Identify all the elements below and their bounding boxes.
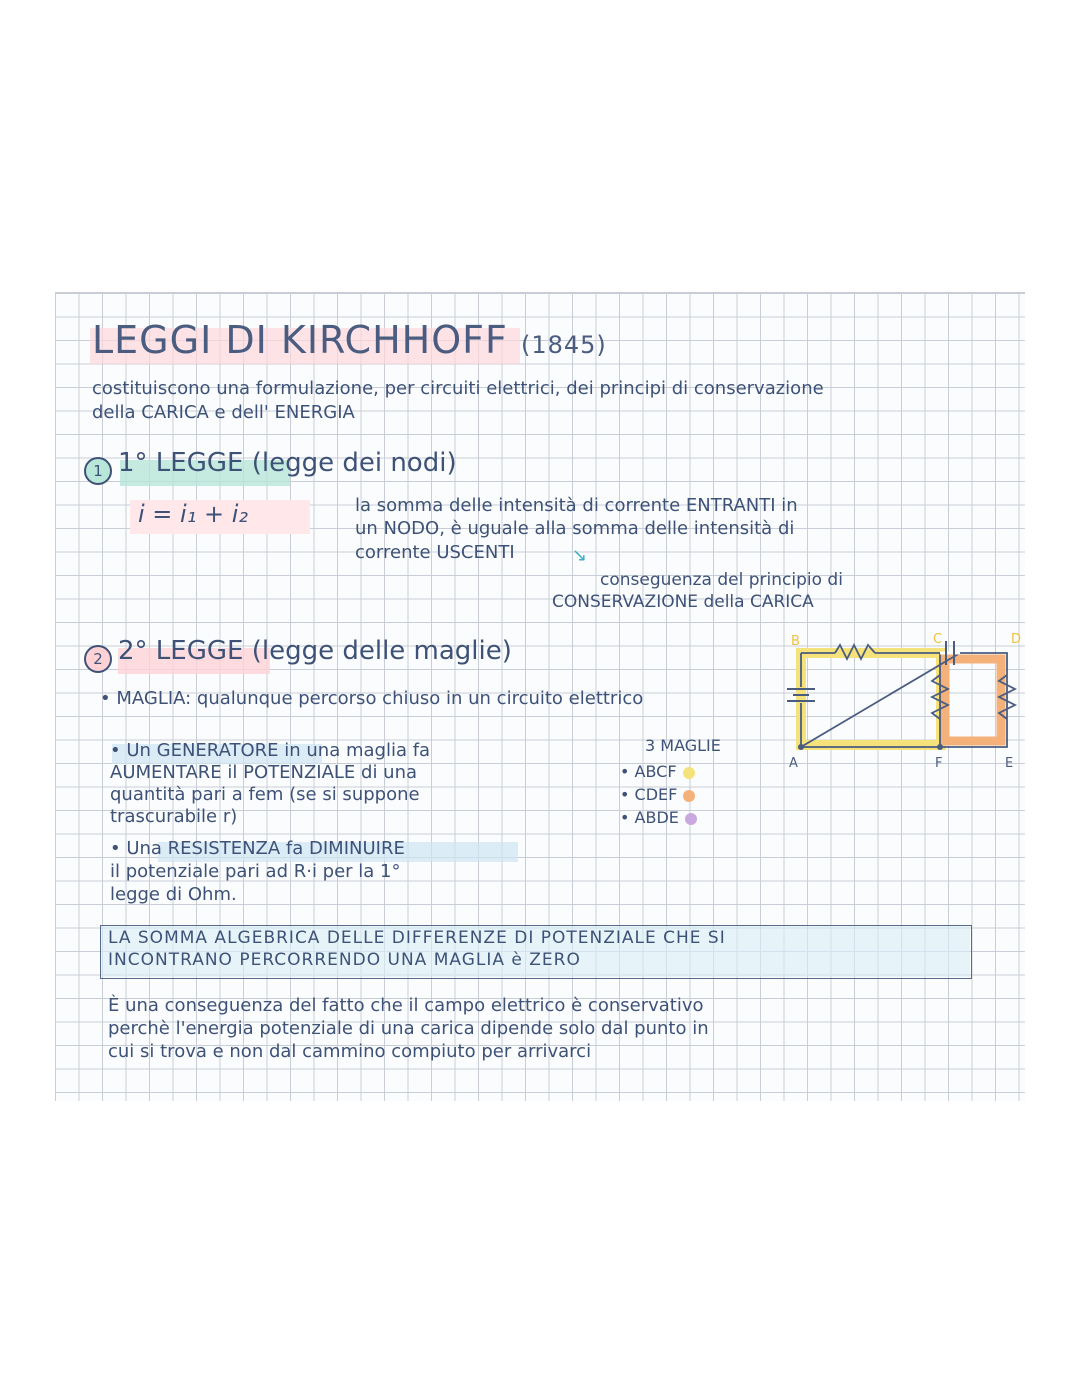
node-label: B <box>791 634 800 649</box>
explanation-line-3: cui si trova e non dal cammino compiuto per arrivarci <box>108 1041 592 1062</box>
mesh-item <box>620 808 697 827</box>
page-title <box>92 318 607 362</box>
statement-line-1: LA SOMMA ALGEBRICA DELLE DIFFERENZE DI POTENZIALE CHE SI <box>108 928 726 948</box>
mesh-item <box>620 785 695 804</box>
node-label: E <box>1005 756 1014 771</box>
law1-heading: 1° LEGGE (legge dei nodi) <box>118 448 457 478</box>
explanation-line-2: perchè l'energia potenziale di una carica dipende solo dal punto in <box>108 1018 709 1039</box>
intro-line-2: della CARICA e dell' ENERGIA <box>92 402 355 423</box>
generator-line-2: AUMENTARE il POTENZIALE di una <box>110 762 418 783</box>
node-label: D <box>1011 632 1022 647</box>
statement-line-2: INCONTRANO PERCORRENDO UNA MAGLIA è ZERO <box>108 950 581 970</box>
title-text: LEGGI DI KIRCHHOFF <box>92 318 508 362</box>
maglia-definition: • MAGLIA: qualunque percorso chiuso in un circuito elettrico <box>100 688 644 709</box>
law1-rule-line-2: un NODO, è uguale alla somma delle intensità di <box>355 518 795 539</box>
generator-line-3: quantità pari a fem (se si suppone <box>110 784 420 805</box>
law1-consequence-line-1: conseguenza del principio di <box>600 570 843 590</box>
law1-rule-line-1: la somma delle intensità di corrente ENTRANTI in <box>355 495 798 516</box>
generator-line-1: • Un GENERATORE in una maglia fa <box>110 740 431 761</box>
mesh-cdef-highlight <box>945 659 1001 741</box>
explanation-line-1: È una conseguenza del fatto che il campo elettrico è conservativo <box>108 995 704 1016</box>
mesh-label: • CDEF <box>620 785 678 804</box>
law1-formula: i = i₁ + i₂ <box>138 500 248 528</box>
generator-line-4: trascurabile r) <box>110 806 238 827</box>
mesh-color-dot <box>683 767 695 779</box>
law2-number-badge: 2 <box>84 645 112 673</box>
node-label: F <box>935 756 943 771</box>
resistor-line-1: • Una RESISTENZA fa DIMINUIRE <box>110 838 405 859</box>
mesh-label: • ABDE <box>620 808 679 827</box>
law1-rule-line-3: corrente USCENTI <box>355 542 515 563</box>
node-f <box>937 744 943 750</box>
node-label: C <box>933 632 943 647</box>
mesh-color-dot <box>683 790 695 802</box>
meshes-heading: 3 MAGLIE <box>645 736 721 755</box>
intro-line-1: costituiscono una formulazione, per circuiti elettrici, dei principi di conservazione <box>92 378 824 399</box>
title-year: (1845) <box>520 331 607 359</box>
node-label: A <box>789 756 798 771</box>
mesh-label: • ABCF <box>620 762 677 781</box>
mesh-abcf-highlight <box>801 653 941 745</box>
mesh-item <box>620 762 695 781</box>
circuit-diagram <box>785 625 1025 775</box>
arrow-icon: ↘ <box>572 545 588 566</box>
resistor-line-2: il potenziale pari ad R·i per la 1° <box>110 861 401 882</box>
resistor-line-3: legge di Ohm. <box>110 884 237 905</box>
node-a <box>798 744 804 750</box>
mesh-color-dot <box>685 813 697 825</box>
law1-number-badge: 1 <box>84 457 112 485</box>
circuit-wires <box>801 653 1007 747</box>
law1-consequence-line-2: CONSERVAZIONE della CARICA <box>552 592 814 612</box>
law2-heading: 2° LEGGE (legge delle maglie) <box>118 636 512 666</box>
